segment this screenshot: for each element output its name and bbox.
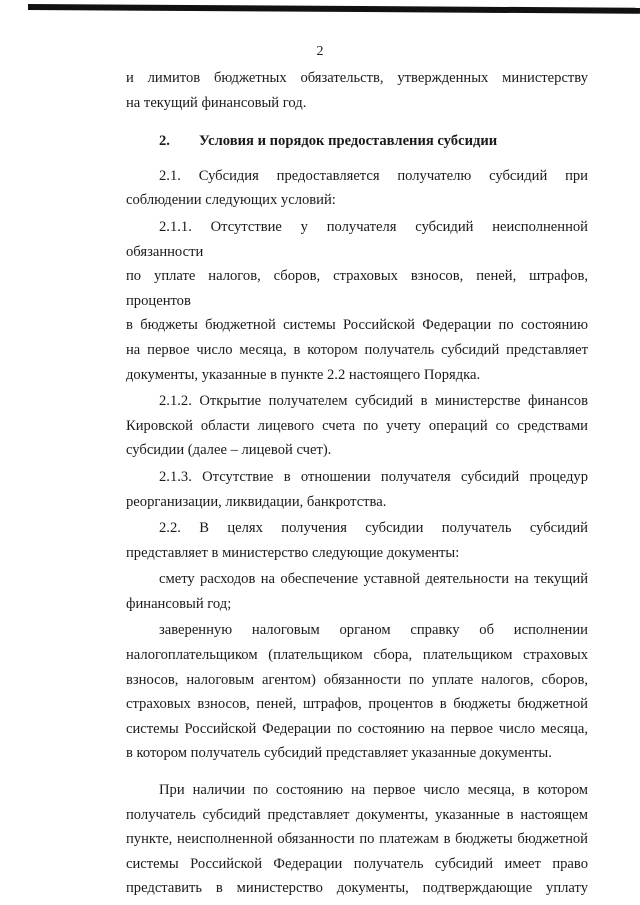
text-line: 2.1.1. Отсутствие у получателя субсидий неисполненной обязанности xyxy=(126,218,588,260)
document-body xyxy=(126,66,588,901)
paragraph-2-2 xyxy=(126,516,588,565)
text-line: системы Российской Федерации по состоянию на первое число месяца, xyxy=(126,720,588,737)
text-line: представить в министерство документы, подтверждающие уплату xyxy=(126,880,588,897)
paragraph-2-1-3 xyxy=(126,465,588,514)
text-line: соблюдении следующих условий: xyxy=(126,192,336,209)
text-line: 2.1.3. Отсутствие в отношении получателя субсидий процедур xyxy=(159,468,588,485)
text-line: документы, указанные в пункте 2.2 настоящего Порядка. xyxy=(126,366,481,383)
paragraph-spravka xyxy=(126,618,588,766)
section-heading xyxy=(126,129,588,154)
text-line: на первое число месяца, в котором получатель субсидий представляет xyxy=(126,341,588,358)
text-line: представляет в министерство следующие документы: xyxy=(126,544,460,561)
section-title: Условия и порядок предоставления субсидии xyxy=(199,133,498,150)
text-line: смету расходов на обеспечение уставной деятельности на текущий xyxy=(159,571,588,588)
text-line: по уплате налогов, сборов, страховых взносов, пеней, штрафов, процентов xyxy=(126,268,588,309)
text-line: системы Российской Федерации получатель субсидий имеет право xyxy=(126,855,588,872)
text-line: 2.1. Субсидия предоставляется получателю субсидий при xyxy=(159,167,588,184)
text-line: получатель субсидий представляет документы, указанные в настоящем xyxy=(126,806,588,823)
paragraph-2-1 xyxy=(126,164,588,213)
text-line: заверенную налоговым органом справку об исполнении xyxy=(159,622,588,639)
paragraph-nalichie xyxy=(126,778,588,901)
text-line: налогоплательщиком (плательщиком сбора, плательщиком страховых xyxy=(126,647,588,664)
text-line: При наличии по состоянию на первое число месяца, в котором xyxy=(159,782,588,799)
paragraph-2-1-2 xyxy=(126,389,588,463)
paragraph-2-1-1 xyxy=(126,215,588,387)
text-line: на текущий финансовый год. xyxy=(126,94,307,111)
text-line: 2.1.2. Открытие получателем субсидий в министерстве финансов xyxy=(159,393,588,410)
page-number: 2 xyxy=(316,44,324,59)
text-line: пункте, неисполненной обязанности по платежам в бюджеты бюджетной xyxy=(126,831,588,848)
paragraph-continuation xyxy=(126,66,588,115)
text-line: субсидии (далее – лицевой счет). xyxy=(126,442,332,459)
text-line: и лимитов бюджетных обязательств, утвержденных министерству xyxy=(126,70,588,86)
text-line: в котором получатель субсидий представляет указанные документы. xyxy=(126,745,552,762)
scan-top-edge xyxy=(28,4,640,14)
text-line: Кировской области лицевого счета по учету операций со средствами xyxy=(126,417,588,434)
text-line: реорганизации, ликвидации, банкротства. xyxy=(126,493,387,510)
paragraph-smeta xyxy=(126,567,588,616)
section-number: 2. xyxy=(159,133,170,150)
text-line: 2.2. В целях получения субсидии получатель субсидий xyxy=(159,520,588,537)
text-line: в бюджеты бюджетной системы Российской Федерации по состоянию xyxy=(126,317,588,334)
text-line: страховых взносов, пеней, штрафов, процентов в бюджеты бюджетной xyxy=(126,696,588,713)
text-line: финансовый год; xyxy=(126,595,232,612)
text-line: взносов, налоговым агентом) обязанности по уплате налогов, сборов, xyxy=(126,671,588,688)
